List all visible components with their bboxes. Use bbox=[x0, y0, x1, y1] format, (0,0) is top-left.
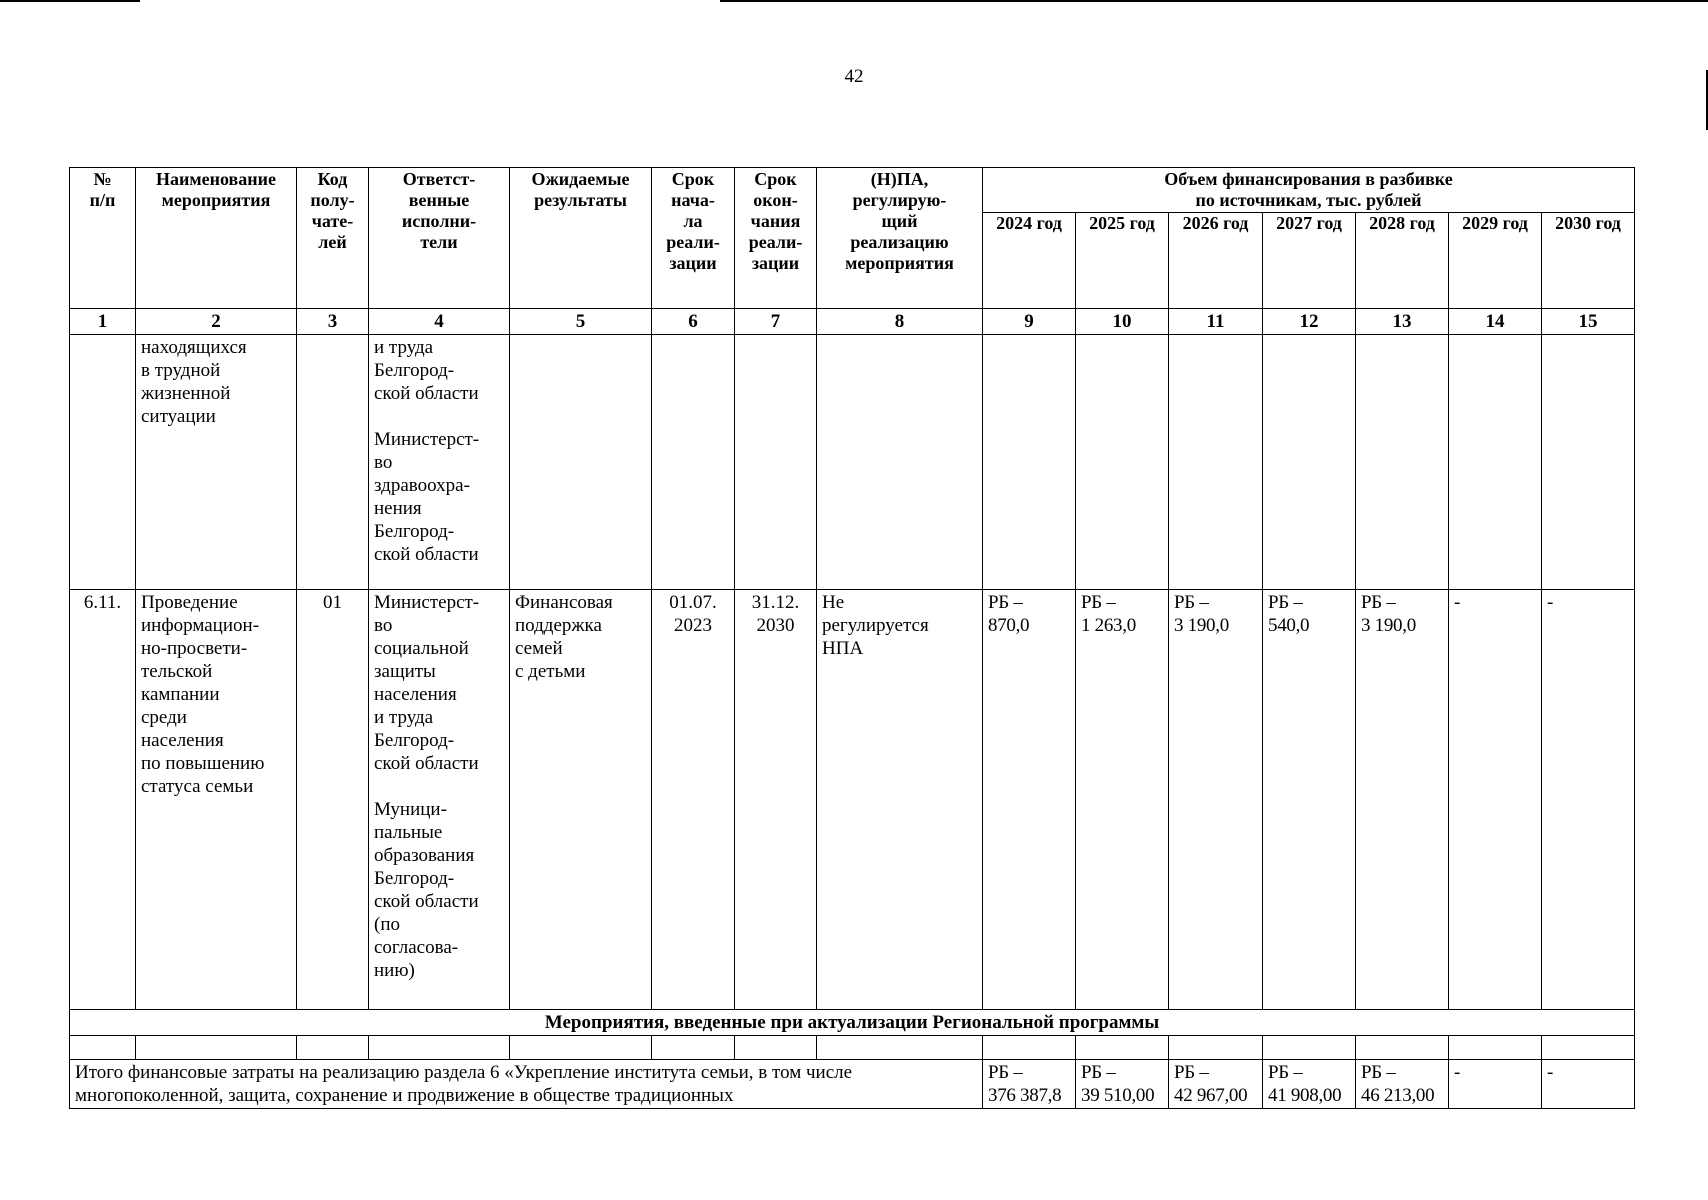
row-funding bbox=[1542, 335, 1635, 590]
total-row bbox=[70, 1060, 1635, 1109]
empty-cell bbox=[1356, 1036, 1449, 1060]
row-start: 01.07. 2023 bbox=[652, 590, 735, 1010]
row-funding bbox=[983, 335, 1076, 590]
total-label: Итого финансовые затраты на реализацию раздела 6 «Укрепление института семьи, в том числе многопоколенной, защита, сохранение и продвижение в обществе традиционных bbox=[70, 1060, 983, 1109]
total-funding: РБ – 376 387,8 bbox=[983, 1060, 1076, 1109]
column-number: 11 bbox=[1169, 309, 1263, 335]
row-code bbox=[297, 335, 369, 590]
total-funding: РБ – 39 510,00 bbox=[1076, 1060, 1169, 1109]
page-number: 42 bbox=[844, 66, 864, 87]
empty-row bbox=[70, 1036, 1635, 1060]
row-npa bbox=[817, 335, 983, 590]
column-number-row bbox=[70, 309, 1635, 335]
empty-cell bbox=[1263, 1036, 1356, 1060]
row-funding bbox=[1263, 335, 1356, 590]
section-title: Мероприятия, введенные при актуализации Региональной программы bbox=[70, 1010, 1635, 1036]
column-number: 4 bbox=[369, 309, 510, 335]
column-number: 14 bbox=[1449, 309, 1542, 335]
empty-cell bbox=[510, 1036, 652, 1060]
empty-cell bbox=[1076, 1036, 1169, 1060]
row-funding bbox=[1449, 335, 1542, 590]
header-year: 2027 год bbox=[1263, 213, 1356, 309]
row-executors: и труда Белгород- ской области Министерст- во здравоохра- нения Белгород- ской области bbox=[369, 335, 510, 590]
row-name: Проведение информацион- но-просвети- тельской кампании среди населения по повышению статуса семьи bbox=[136, 590, 297, 1010]
header-row bbox=[70, 168, 1635, 213]
row-num: 6.11. bbox=[70, 590, 136, 1010]
header-end: Срок окон- чания реали- зации bbox=[735, 168, 817, 309]
empty-cell bbox=[1542, 1036, 1635, 1060]
empty-cell bbox=[983, 1036, 1076, 1060]
empty-cell bbox=[1449, 1036, 1542, 1060]
row-funding bbox=[1076, 335, 1169, 590]
total-funding: РБ – 42 967,00 bbox=[1169, 1060, 1263, 1109]
empty-cell bbox=[297, 1036, 369, 1060]
column-number: 8 bbox=[817, 309, 983, 335]
column-number: 1 bbox=[70, 309, 136, 335]
column-number: 6 bbox=[652, 309, 735, 335]
header-executors: Ответст- венные исполни- тели bbox=[369, 168, 510, 309]
column-number: 10 bbox=[1076, 309, 1169, 335]
row-start bbox=[652, 335, 735, 590]
row-funding bbox=[1356, 335, 1449, 590]
program-table bbox=[69, 167, 1635, 1109]
column-number: 7 bbox=[735, 309, 817, 335]
column-number: 13 bbox=[1356, 309, 1449, 335]
table-row bbox=[70, 335, 1635, 590]
header-funding: Объем финансирования в разбивке по источникам, тыс. рублей bbox=[983, 168, 1635, 213]
column-number: 2 bbox=[136, 309, 297, 335]
total-funding: РБ – 41 908,00 bbox=[1263, 1060, 1356, 1109]
total-funding: - bbox=[1449, 1060, 1542, 1109]
header-npa: (Н)ПА, регулирую- щий реализацию мероприятия bbox=[817, 168, 983, 309]
total-funding: - bbox=[1542, 1060, 1635, 1109]
row-funding: РБ – 3 190,0 bbox=[1169, 590, 1263, 1010]
row-funding: - bbox=[1449, 590, 1542, 1010]
header-year: 2029 год bbox=[1449, 213, 1542, 309]
empty-cell bbox=[369, 1036, 510, 1060]
column-number: 3 bbox=[297, 309, 369, 335]
header-start: Срок нача- ла реали- зации bbox=[652, 168, 735, 309]
empty-cell bbox=[735, 1036, 817, 1060]
empty-cell bbox=[1169, 1036, 1263, 1060]
row-name: находящихся в трудной жизненной ситуации bbox=[136, 335, 297, 590]
empty-cell bbox=[652, 1036, 735, 1060]
row-code: 01 bbox=[297, 590, 369, 1010]
row-funding: РБ – 870,0 bbox=[983, 590, 1076, 1010]
row-executors: Министерст- во социальной защиты населения и труда Белгород- ской области Муници- пальные образования Белгород- ской области (по согласова- нию) bbox=[369, 590, 510, 1010]
header-year: 2028 год bbox=[1356, 213, 1449, 309]
row-funding bbox=[1169, 335, 1263, 590]
section-row bbox=[70, 1010, 1635, 1036]
row-end: 31.12. 2030 bbox=[735, 590, 817, 1010]
row-end bbox=[735, 335, 817, 590]
header-year: 2030 год bbox=[1542, 213, 1635, 309]
row-npa: Не регулируется НПА bbox=[817, 590, 983, 1010]
column-number: 15 bbox=[1542, 309, 1635, 335]
row-funding: РБ – 540,0 bbox=[1263, 590, 1356, 1010]
row-results: Финансовая поддержка семей с детьми bbox=[510, 590, 652, 1010]
scan-edge-line bbox=[0, 0, 140, 2]
row-funding: РБ – 1 263,0 bbox=[1076, 590, 1169, 1010]
row-funding: - bbox=[1542, 590, 1635, 1010]
empty-cell bbox=[817, 1036, 983, 1060]
empty-cell bbox=[70, 1036, 136, 1060]
row-results bbox=[510, 335, 652, 590]
header-name: Наименование мероприятия bbox=[136, 168, 297, 309]
total-funding: РБ – 46 213,00 bbox=[1356, 1060, 1449, 1109]
header-year: 2025 год bbox=[1076, 213, 1169, 309]
scan-edge-line bbox=[720, 0, 1708, 2]
header-year: 2026 год bbox=[1169, 213, 1263, 309]
header-code: Код полу- чате- лей bbox=[297, 168, 369, 309]
table-row bbox=[70, 590, 1635, 1010]
row-num bbox=[70, 335, 136, 590]
column-number: 5 bbox=[510, 309, 652, 335]
header-year: 2024 год bbox=[983, 213, 1076, 309]
row-funding: РБ – 3 190,0 bbox=[1356, 590, 1449, 1010]
header-num: № п/п bbox=[70, 168, 136, 309]
column-number: 12 bbox=[1263, 309, 1356, 335]
column-number: 9 bbox=[983, 309, 1076, 335]
empty-cell bbox=[136, 1036, 297, 1060]
header-results: Ожидаемые результаты bbox=[510, 168, 652, 309]
